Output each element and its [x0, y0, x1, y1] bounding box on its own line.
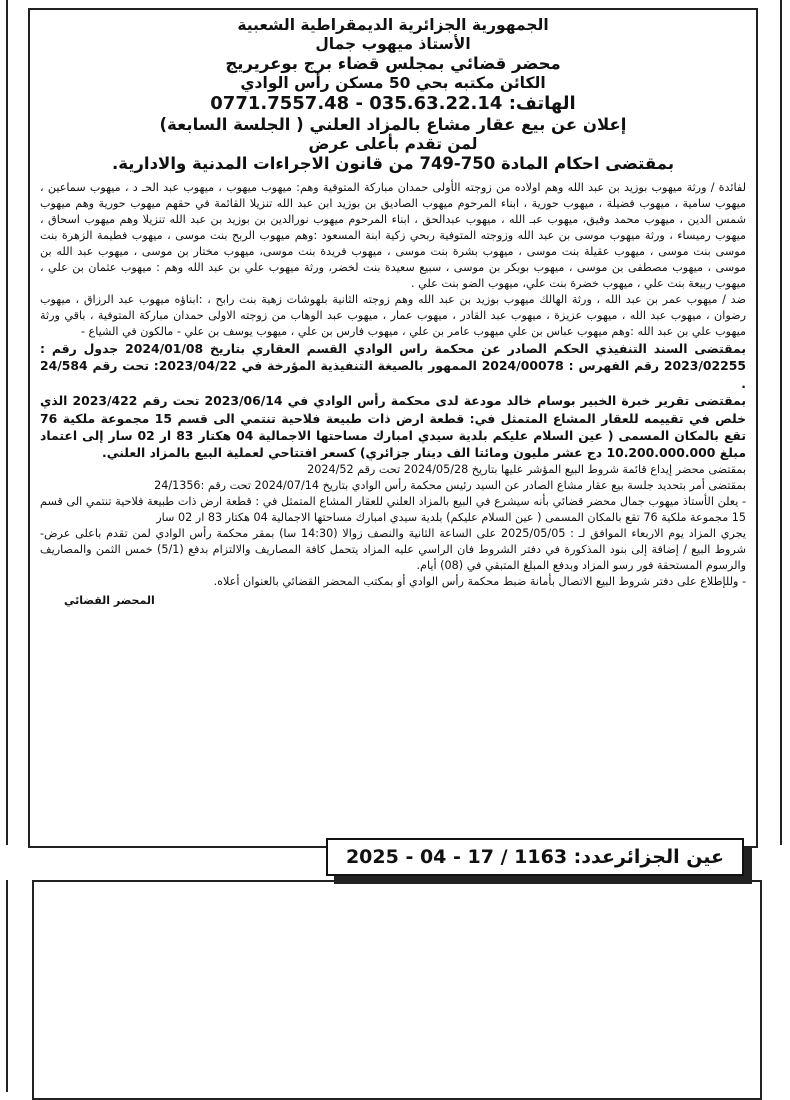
beneficiaries-paragraph: لفائدة / ورثة ميهوب بوزيد بن عبد الله وهم اولاده من زوجته الأولى حمدان مباركة المتوفية وهم: ميهوب ميهوب ، ميهوب عبد الحـ د ، ميهوب سماعين ، ميهوب سامية ، ميهوب فضيلة ، ميهوب حورية ، ابناء المرحوم ميهوب الصاديق بن بوزيد ابن عبد الله تنزيلا القائمة في حقهم ميهوب حورية وهم ميهوب شمس الدين ، ميهوب محمد وفيق، ميهوب عبـ الله ، ميهوب عبدالحق ، ابناء المرحوم ميهوب نورالدين بن بوزيد بن عبد الله تنزيلا وهم ميهوب اسحاق ، ميهوب رميساء ، ورثة ميهوب موسى بن عبد الله وزوجته المتوفية ربحي زكية ابنة المسعود :وهم ميهوب الربح بنت موسى ، ميهوب فطيمة الزهرة بنت موسى بنت موسى ، ميهوب عقيلة بنت موسى ، ميهوب بشرة بنت موسى ، ميهوب فريدة بنت موسى، ميهوب مختار بن موسى ، ميهوب عبد الله بن موسى ، ميهوب مصطفى بن موسى ، ميهوب بوبكر بن موسى ، سبيع سعيدة بنت لخضر، ورثة ميهوب علي بن عبد الله وهم : ميهوب عثمان بن علي ، ميهوب ربيعة بنت علي ، ميهوب خضرة بنت علي، ميهوب الضو بنت علي . — [40, 180, 746, 291]
phone-line — [40, 93, 746, 115]
adjacent-column-border-left — [0, 0, 8, 845]
auction-date-paragraph: يجري المزاد يوم الاربعاء الموافق لـ : 2025/05/05 على الساعة الثانية والنصف زوالا (14:30 سا) بمقر محكمة رأس الوادي لمن تقدم باعلى عرض- شروط البيع / إضافة إلى بنود المذكورة في دفتر الشروط فان الراسي عليه المزاد يتحمل كافة المصاريف والالتزام بدفع (5/1) خمس الثمن والمصاريف والرسوم المستحقة فور رسو المزاد وبدفع المبلغ المتبقي في (08) أيام. — [40, 526, 746, 572]
information-paragraph: - وللإطلاع على دفتر شروط البيع الاتصال بأمانة ضبط محكمة رأس الوادي أو بمكتب المحضر القضائي بالعنوان أعلاه. — [213, 574, 746, 588]
defendants-paragraph: ضد / ميهوب عمر بن عبد الله ، ورثة الهالك ميهوب بوزيد بن عبد الله وهم زوجته الثانية بلهوشات زهية بنت رابح ، :ابناؤه ميهوب عبد الرزاق ، ميهوب رضوان ، ميهوب عبد الله ، ميهوب عزيزة ، ميهوب عبد القادر ، ميهوب عمار ، ميهوب عبد الوهاب من زوجته الاولى حمدان مباركة المتوفية ، باقي ورثة ميهوب علي بن عبد الله :وهم ميهوب عباس بن علي ميهوب عامر بن علي ، ميهوب فارس بن علي ، ميهوب يوسف بن علي - مالكون في الشياع - — [40, 293, 746, 339]
notice-subtitle: لمن تقدم بأعلى عرض — [308, 134, 478, 153]
adjacent-column-border-right — [780, 0, 790, 845]
office-address: الكائن مكتبه بحي 50 مسكن رأس الوادي — [240, 73, 546, 92]
adjacent-column-border-bottom — [0, 880, 8, 1092]
court-order-paragraph: بمقتضى أمر بتحديد جلسة بيع عقار مشاع الصادر عن السيد رئيس محكمة رأس الوادي بتاريخ 2024/07/14 تحت رقم :24/1356 — [154, 478, 746, 492]
legal-notice — [28, 8, 758, 848]
notice-body — [40, 180, 746, 590]
bailiff-role: محضر قضائي بمجلس قضاء برج بوعريريج — [225, 53, 561, 73]
signature: المحضر القضائي — [64, 593, 155, 607]
next-notice-frame — [32, 880, 762, 1100]
notice-title: إعلان عن بيع عقار مشاع بالمزاد العلني ( الجلسة السابعة) — [159, 114, 627, 134]
announcement-paragraph: - يعلن الأستاذ ميهوب جمال محضر قضائي بأنه سيشرع في البيع بالمزاد العلني للعقار المشاع المتمثل في : قطعة ارض ذات طبيعة فلاحية تنتمي الى قسم 15 مجموعة ملكية 76 تقع بالمكان المسمى ( عين السلام عليكم) بلدية سيدي امبارك مساحتها الاجمالية 04 هكتار 83 ار 02 سار — [40, 494, 746, 524]
phone-label: الهاتف: — [508, 92, 576, 114]
phone-numbers: 0771.7557.48 - 035.63.22.14 — [210, 92, 503, 114]
publication-reference: عين الجزائرعدد: 1163 / 17 - 04 - 2025 — [326, 838, 744, 876]
republic-title: الجمهورية الجزائرية الديمقراطية الشعبية — [237, 16, 549, 34]
conditions-deposit-paragraph: بمقتضى محضر إيداع قائمة شروط البيع المؤشر عليها بتاريخ 2024/05/28 تحت رقم 2024/52 — [307, 462, 746, 476]
enforcement-title-paragraph: بمقتضى السند التنفيذي الحكم الصادر عن محكمة راس الوادي القسم العقاري بتاريخ 2024/01/08 جدول رقم : 2023/02255 رقم الفهرس : 2024/00078 الممهور بالصيغة التنفيذية المؤرخة في 2023/04/22: تحت رقم 24/584 . — [40, 341, 747, 391]
notice-header — [40, 16, 746, 174]
bailiff-name: الأستاذ ميهوب جمال — [315, 34, 471, 53]
legal-basis: بمقتضى احكام المادة 750-749 من قانون الاجراءات المدنية والادارية. — [111, 153, 675, 173]
expert-report-paragraph: بمقتضى تقرير خبرة الخبير بوسام خالد مودعة لدى محكمة رأس الوادي في 2023/06/14 تحت رقم 2023/422 الذي خلص في تقييمه للعقار المشاع المتمثل في: قطعة ارض ذات طبيعة فلاحية تنتمي الى قسم 15 مجموعة ملكية 76 تقع بالمكان المسمى ( عين السلام عليكم بلدية سيدي امبارك مساحتها الاجمالية 04 هكتار 83 ار 02 سار إلى اعتماد مبلغ 10.200.000.000 دج عشر مليون ومائتا الف دينار جزائري) كسعر افتتاحي لعملية البيع بالمزاد العلني. — [40, 393, 746, 461]
